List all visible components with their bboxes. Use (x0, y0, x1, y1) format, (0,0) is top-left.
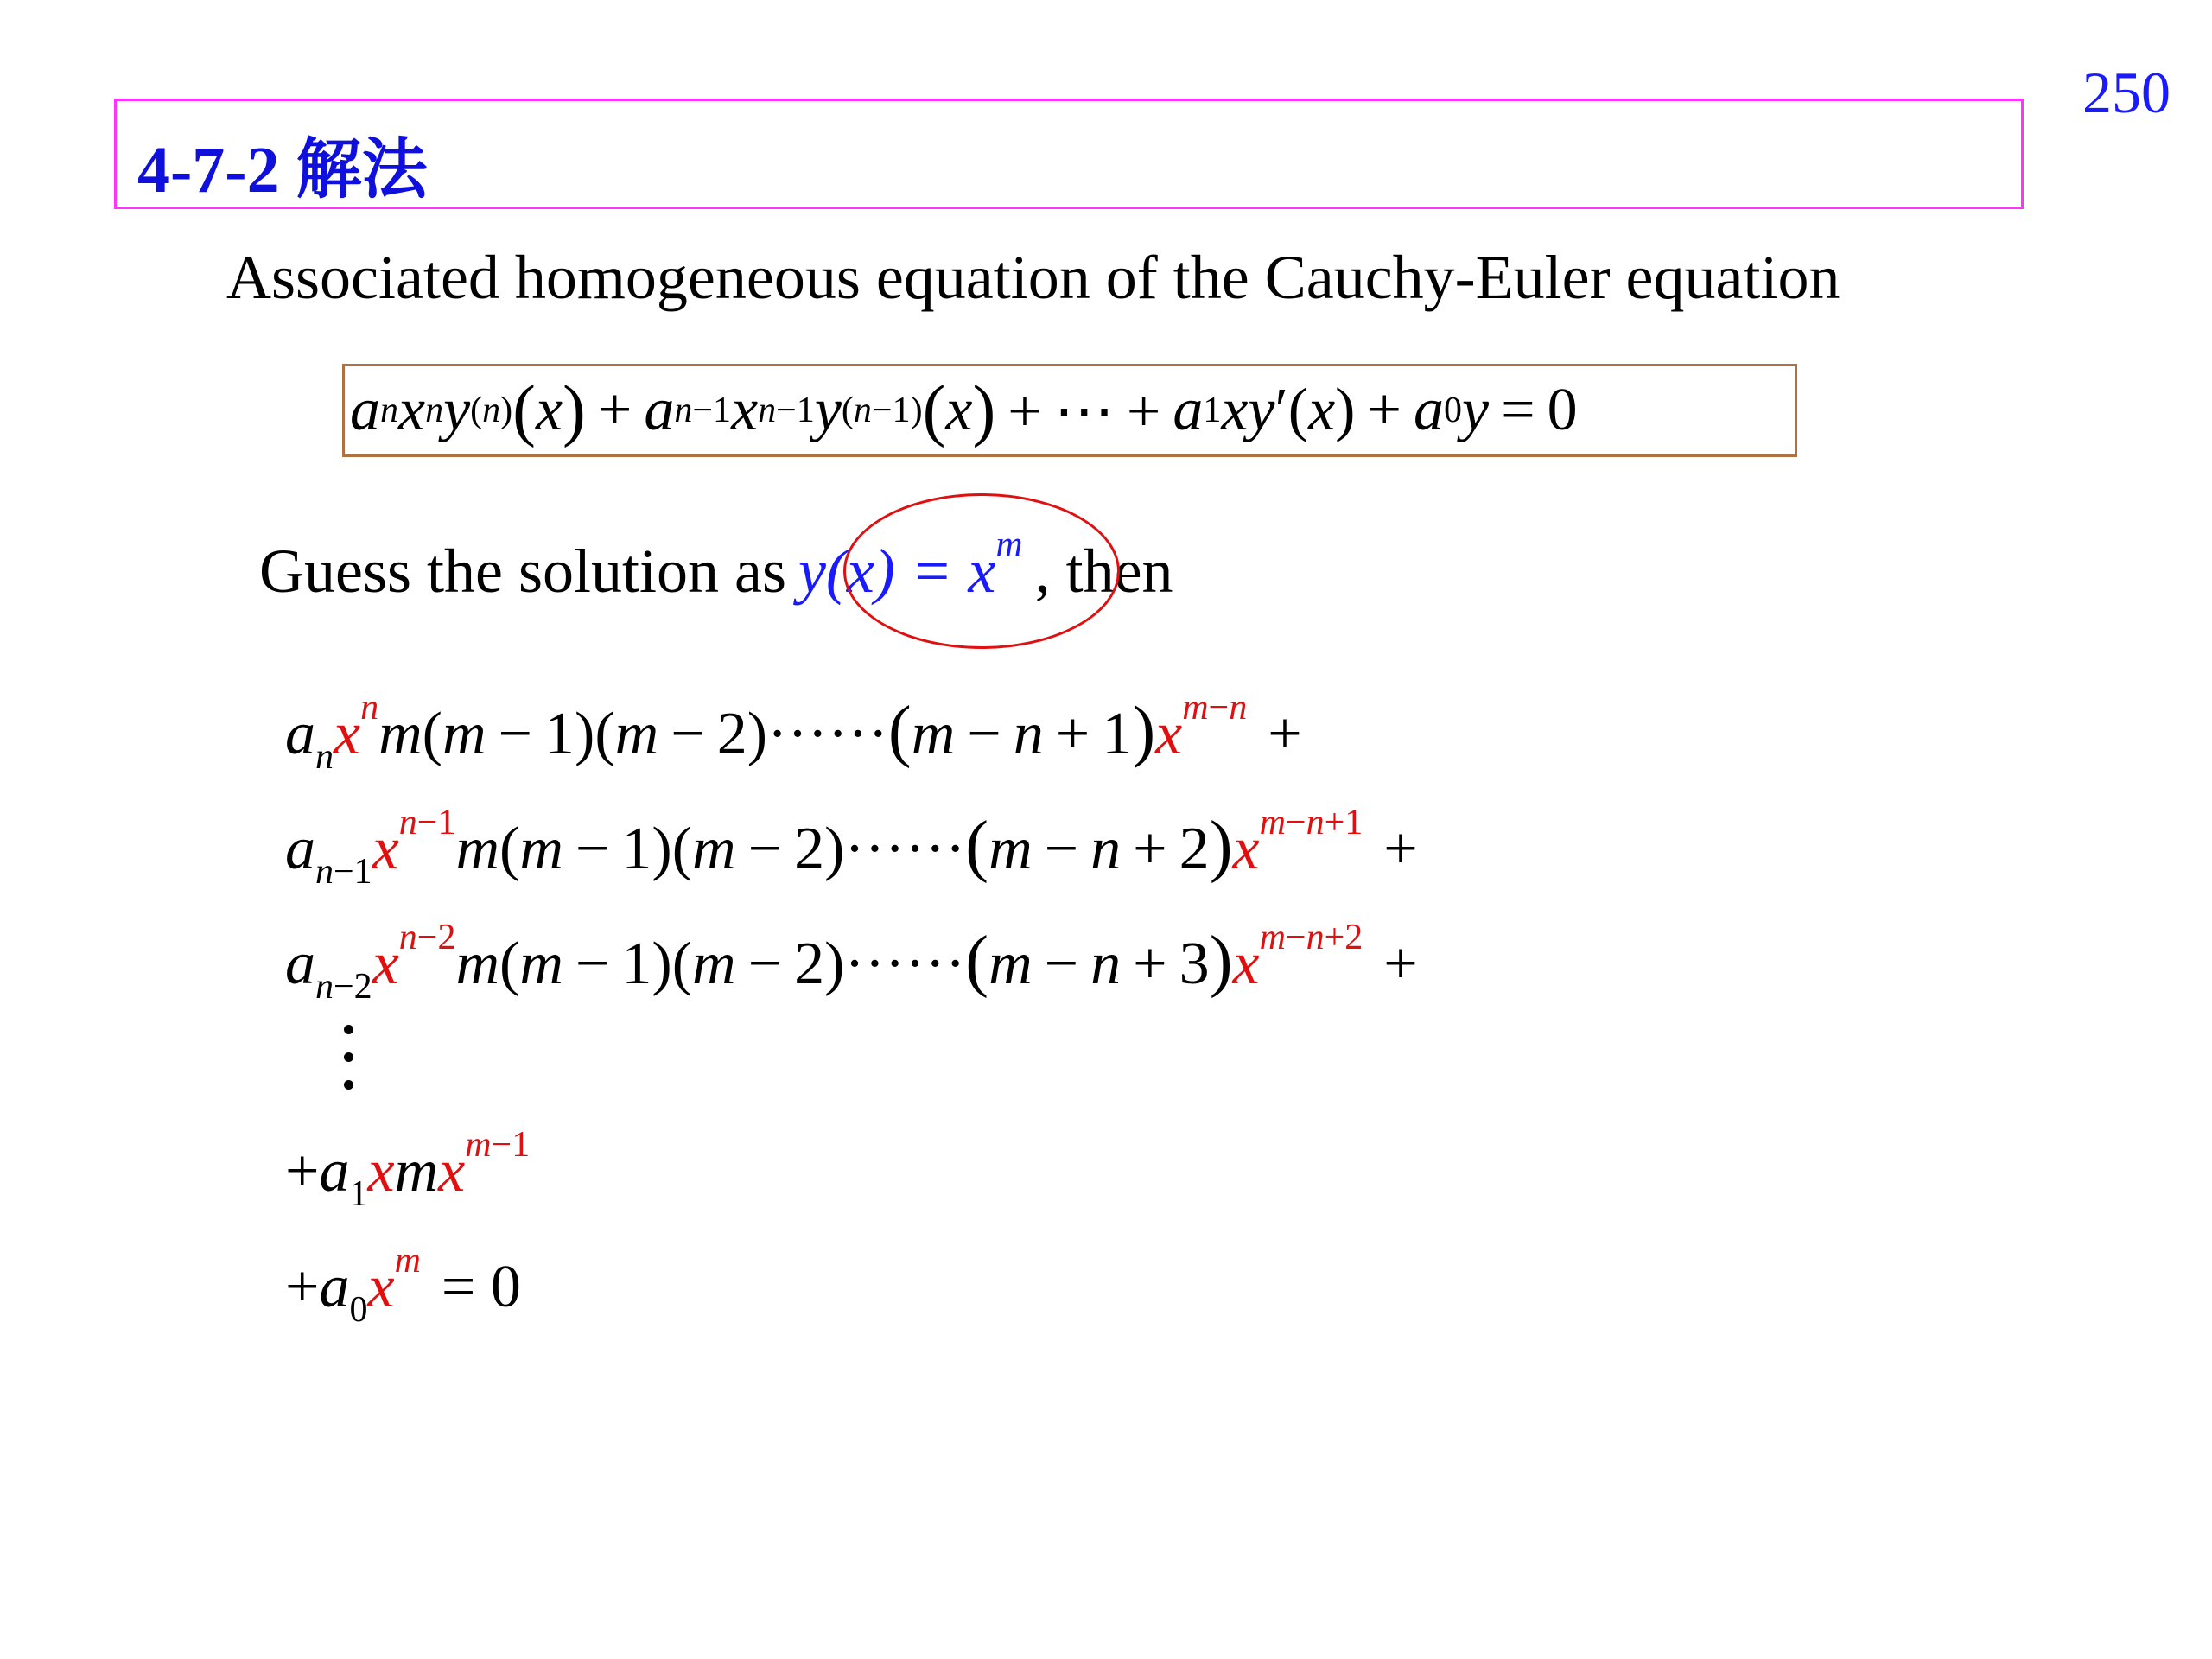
guess-exponent: m (995, 524, 1023, 565)
guess-text-after: , then (1034, 537, 1173, 606)
expansion-row-2: $a_{n-1}x^{n-1}m(m - 1)(m - 2)\cdot\cdot\cdot\cdot\cdot\cdot(m - n + 2)x^{m-n+1}$ + (285, 803, 1418, 892)
section-title: 4-7-2 解法 (137, 134, 428, 207)
expansion-row-3: $a_{n-2}x^{n-2}m(m - 1)(m - 2)\cdot\cdot\cdot\cdot\cdot\cdot(m - n + 3)x^{m-n+2}$ + (285, 918, 1418, 1007)
guess-expression: y(x) = x (798, 537, 996, 606)
intro-text: Associated homogeneous equation of the Cauchy-Euler equation (226, 243, 1840, 312)
expansion-row-1: $a_nx^nm(m - 1)(m - 2)\cdot\cdot\cdot\cdot\cdot\cdot(m - n + 1)x^{m-n}$ + (285, 688, 1302, 777)
expansion-row-a1: $+a_1xmx^{m-1}$ (285, 1125, 531, 1214)
section-title-box (114, 99, 2024, 209)
vertical-ellipsis (339, 1020, 359, 1097)
cauchy-euler-equation: a n x n y (n) ( x ) + a n−1 x n−1 y (n−1) ( x ) + ⋯ + a 1 xy ′( x ) + a 0 y = 0 (342, 364, 1797, 457)
guess-text-before: Guess the solution as (259, 537, 786, 606)
highlight-circle (843, 493, 1120, 649)
expansion-row-a0: $+a_0x^m = 0$ (285, 1241, 521, 1330)
final-equals-zero: = 0 (441, 1254, 521, 1320)
page-number: 250 (2082, 60, 2171, 125)
